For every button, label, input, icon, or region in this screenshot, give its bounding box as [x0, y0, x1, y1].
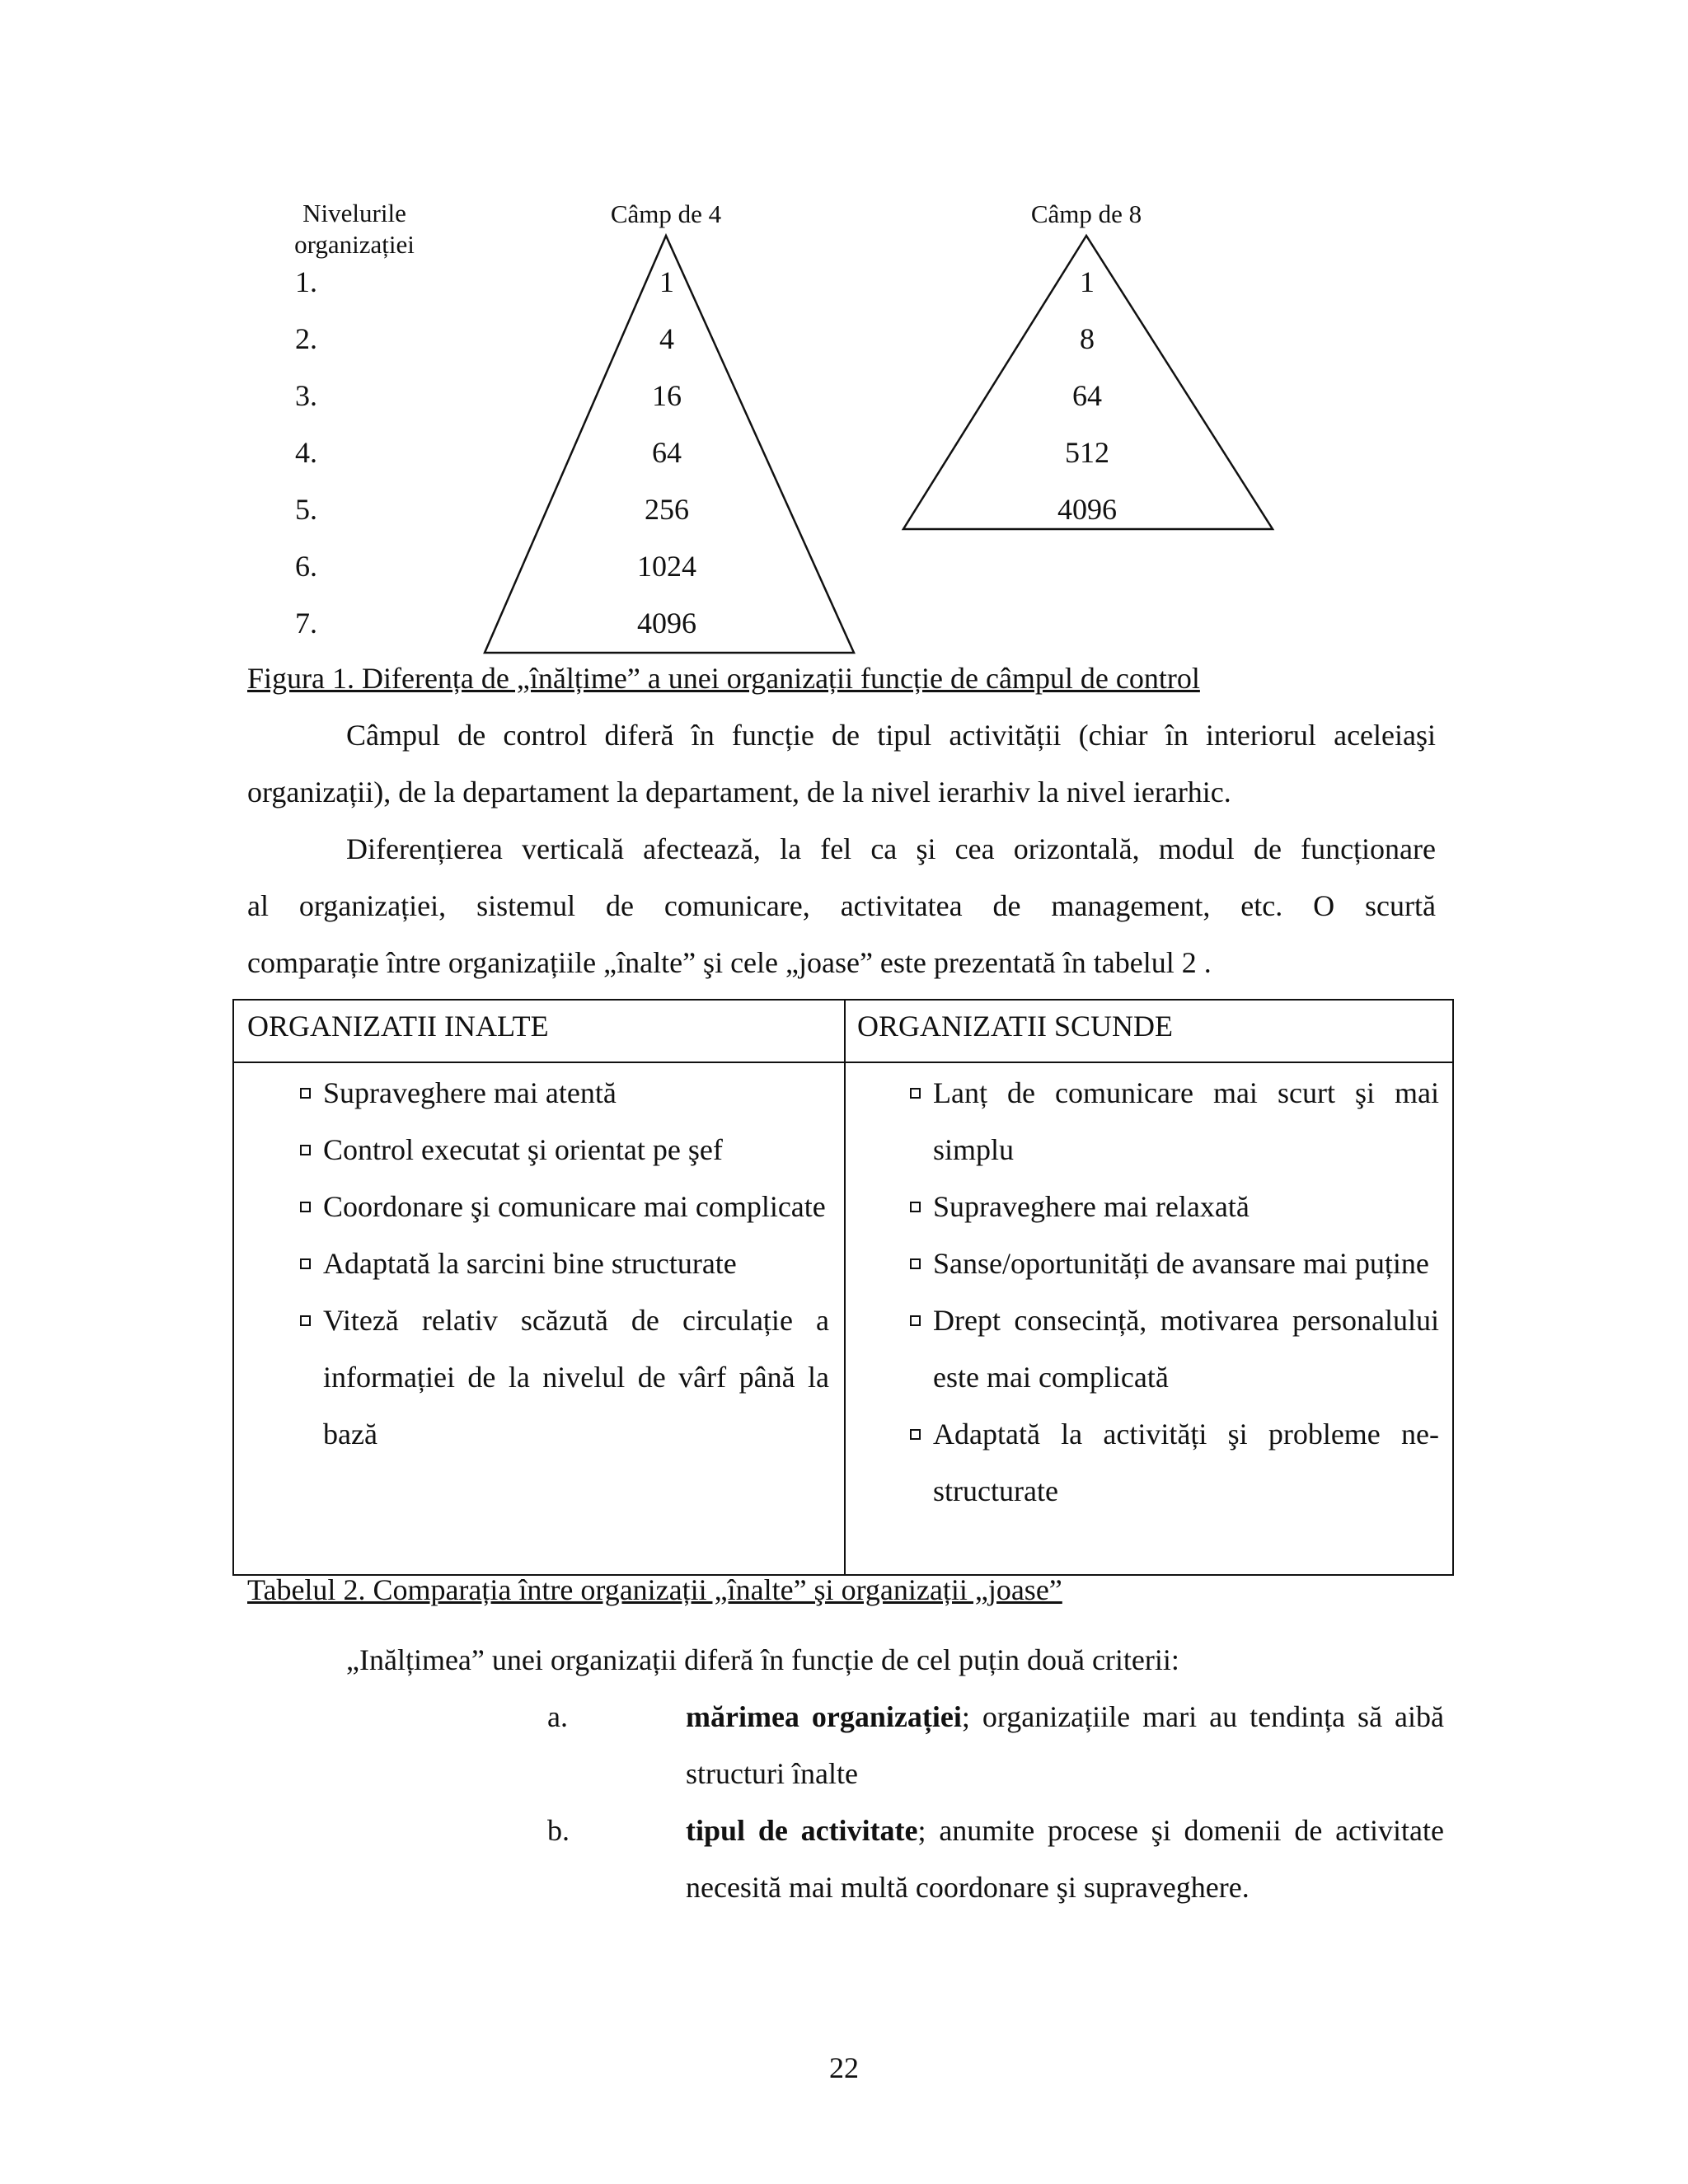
level-number: 7.: [295, 607, 317, 640]
checkbox-bullet-icon: [300, 1145, 311, 1155]
checkbox-bullet-icon: [910, 1429, 921, 1440]
span8-value: 4096: [1057, 493, 1117, 526]
list-item-text: Supraveghere mai relaxată: [933, 1190, 1250, 1223]
span8-value: 512: [1065, 436, 1109, 469]
list-item: [844, 1235, 1439, 1292]
criterion-b: [0, 1802, 1688, 1975]
span4-value: 4: [659, 322, 674, 355]
table-header-tall: ORGANIZATII INALTE: [247, 1010, 549, 1043]
checkbox-bullet-icon: [300, 1315, 311, 1326]
level-number: 4.: [295, 436, 317, 469]
span8-value: 1: [1080, 265, 1095, 298]
page-number: 22: [829, 2051, 859, 2084]
list-item-text: Adaptată la sarcini bine structurate: [323, 1247, 737, 1280]
list-item-text: Adaptată la activități şi probleme ne-structurate: [933, 1418, 1439, 1507]
paragraph-1-line-2: organizații), de la departament la departament, de la nivel ierarhiv la nivel ierarhic.: [247, 776, 1231, 808]
criterion-b-term: tipul de activitate: [686, 1814, 918, 1847]
list-item-text: Sanse/oportunități de avansare mai puține: [933, 1247, 1429, 1280]
checkbox-bullet-icon: [910, 1088, 921, 1099]
paragraph-2-line-2: al organizației, sistemul de comunicare, activitatea de management, etc. O scurtă: [247, 889, 1436, 922]
list-item-text: Control executat şi orientat pe şef: [323, 1133, 723, 1166]
table-caption: Tabelul 2. Comparația între organizații „înalte” şi organizații „joase”: [247, 1573, 1062, 1606]
span4-value: 64: [652, 436, 682, 469]
level-number: 5.: [295, 493, 317, 526]
list-item: [844, 1292, 1439, 1406]
span4-value: 16: [652, 379, 682, 412]
criterion-b-text: [686, 1802, 1444, 1916]
list-item: [844, 1065, 1439, 1179]
span8-title: Câmp de 8: [1030, 199, 1142, 228]
list-item-text: Viteză relativ scăzută de circulație a informației de la nivelul de vârf până la bază: [323, 1304, 829, 1451]
figure-caption: Figura 1. Diferența de „înălțime” a unei organizații funcție de câmpul de control: [247, 662, 1200, 695]
criterion-a-text: [686, 1689, 1444, 1802]
paragraph-2-line-1: Diferențierea verticală afectează, la fel ca şi cea orizontală, modul de funcționare: [346, 832, 1436, 865]
list-item-text: Supraveghere mai atentă: [323, 1076, 617, 1109]
checkbox-bullet-icon: [300, 1202, 311, 1212]
checkbox-bullet-icon: [910, 1258, 921, 1269]
checkbox-bullet-icon: [910, 1315, 921, 1326]
table-header-divider: [234, 1062, 1452, 1063]
checkbox-bullet-icon: [910, 1202, 921, 1212]
span4-value: 4096: [637, 607, 696, 640]
checkbox-bullet-icon: [300, 1088, 311, 1099]
paragraph-2-line-3: comparație între organizațiile „înalte” şi cele „joase” este prezentată în tabelul 2 .: [247, 946, 1212, 979]
list-item: [844, 1179, 1439, 1235]
level-number: 6.: [295, 550, 317, 583]
span4-value: 1024: [637, 550, 696, 583]
criteria-intro: „Inălțimea” unei organizații diferă în funcție de cel puțin două criterii:: [346, 1643, 1179, 1676]
list-item: [234, 1122, 829, 1179]
levels-header-line1: Nivelurile: [302, 199, 406, 227]
levels-header-line2: organizației: [294, 230, 415, 259]
list-item-text: Drept consecință, motivarea personalului este mai complicată: [933, 1304, 1439, 1394]
level-number: 2.: [295, 322, 317, 355]
span4-value: 1: [659, 265, 674, 298]
list-item: [234, 1179, 829, 1235]
criterion-a-label: a.: [547, 1700, 568, 1733]
span4-title: Câmp de 4: [610, 199, 722, 228]
table-header-flat: ORGANIZATII SCUNDE: [857, 1010, 1173, 1043]
criterion-b-label: b.: [547, 1814, 570, 1847]
comparison-table: [232, 999, 1454, 1576]
span8-value: 8: [1080, 322, 1095, 355]
span8-value: 64: [1072, 379, 1102, 412]
list-item: [234, 1292, 829, 1463]
tall-org-list: [234, 1065, 829, 1463]
criterion-b-description: ; anumite procese şi domenii de activitate necesită mai multă coordonare şi supraveghere.: [686, 1814, 1445, 1904]
list-item-text: Coordonare şi comunicare mai complicate: [323, 1190, 826, 1223]
flat-org-list: [844, 1065, 1439, 1520]
list-item: [234, 1235, 829, 1292]
paragraph-1-line-1: Câmpul de control diferă în funcție de tipul activității (chiar în interiorul aceleiaşi: [346, 719, 1436, 752]
span4-value: 256: [645, 493, 689, 526]
criterion-a: [0, 1689, 1688, 1804]
list-item: [234, 1065, 829, 1122]
level-number: 3.: [295, 379, 317, 412]
list-item: [844, 1406, 1439, 1520]
level-number: 1.: [295, 265, 317, 298]
criterion-a-description: ; organizațiile mari au tendința să aibă structuri înalte: [686, 1700, 1445, 1790]
checkbox-bullet-icon: [300, 1258, 311, 1269]
criterion-a-term: mărimea organizației: [686, 1700, 962, 1733]
list-item-text: Lanț de comunicare mai scurt şi mai simplu: [933, 1076, 1439, 1166]
